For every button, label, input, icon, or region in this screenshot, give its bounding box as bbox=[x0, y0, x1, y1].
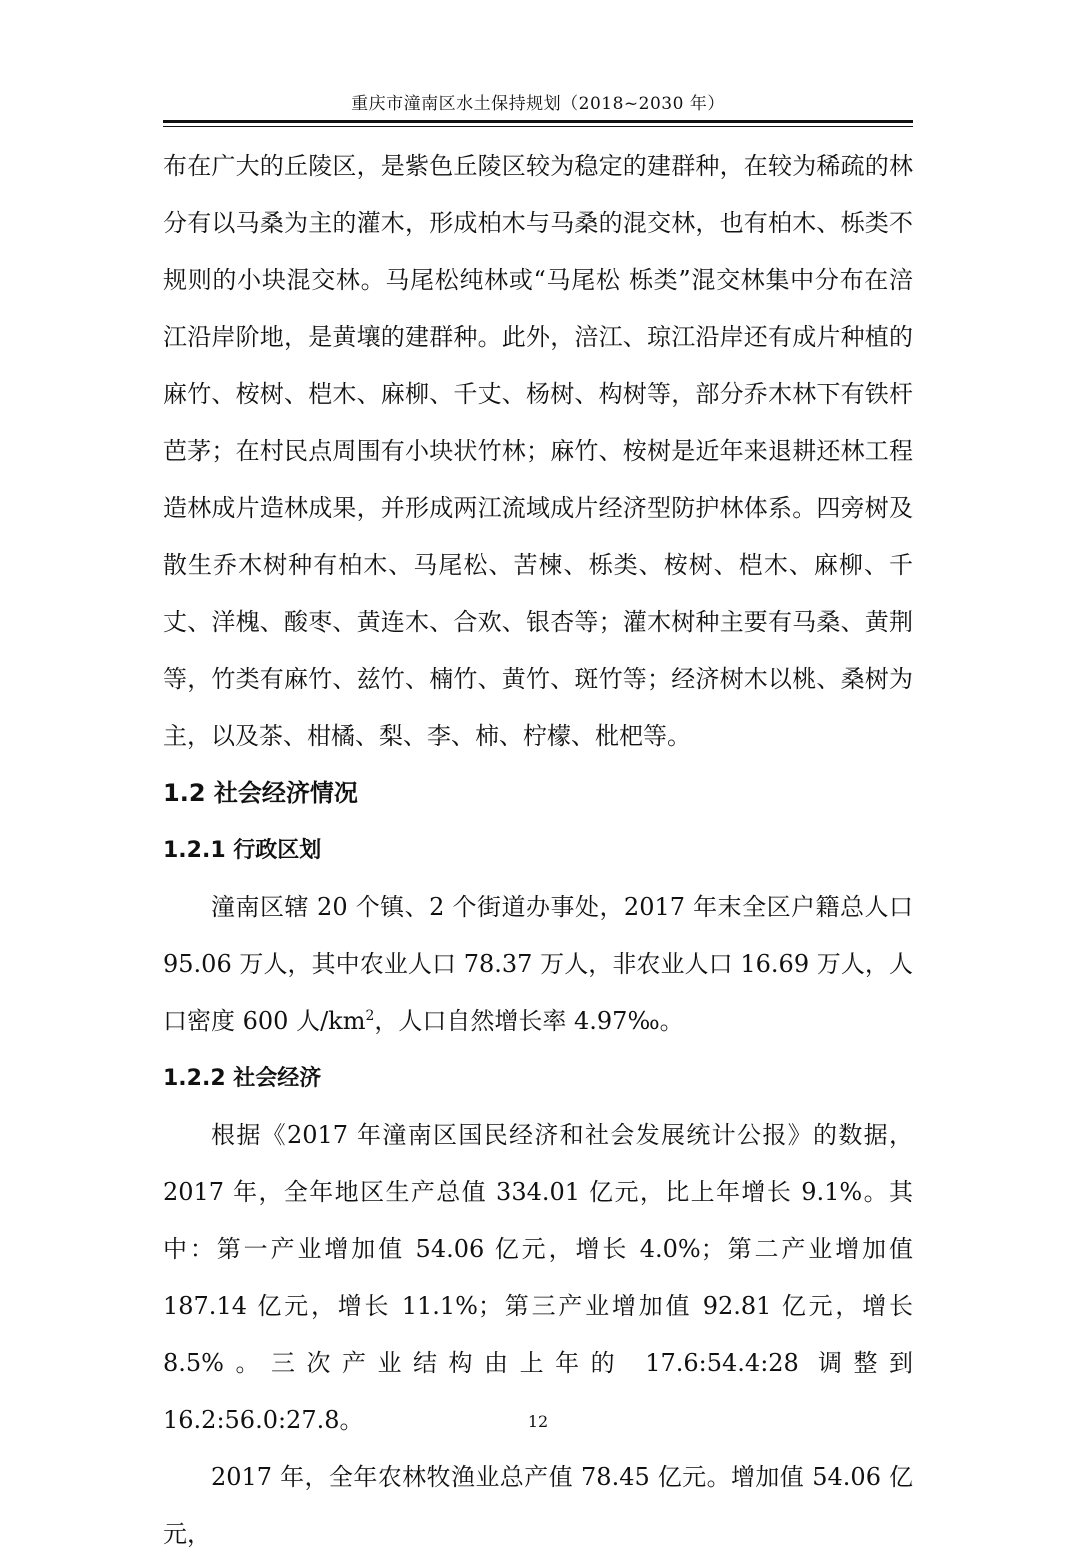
paragraph-economy-1: 根据《2017 年潼南区国民经济和社会发展统计公报》的数据，2017 年，全年地区生产总值 334.01 亿元，比上年增长 9.1%。其中：第一产业增加值 54.06 亿元，增长 4.0%；第二产业增加值 187.14 亿元，增长 11.1%；第三产业增加值 92.81 亿元，增长 8.5%。三次产业结构由上年的 17.6:54.4:28 调整到 16.2:56.0:27.8。 bbox=[163, 1121, 913, 1434]
paragraph-vegetation: 布在广大的丘陵区，是紫色丘陵区较为稳定的建群种，在较为稀疏的林分有以马桑为主的灌木，形成柏木与马桑的混交林，也有柏木、栎类不规则的小块混交林。马尾松纯林或“马尾松 栎类”混交林集中分布在涪江沿岸阶地，是黄壤的建群种。此外，涪江、琼江沿岸还有成片种植的麻竹、桉树、桤木、麻柳、千丈、杨树、构树等，部分乔木林下有铁杆芭茅；在村民点周围有小块状竹林；麻竹、桉树是近年来退耕还林工程造林成片造林成果，并形成两江流域成片经济型防护林体系。四旁树及散生乔木树种有柏木、马尾松、苦楝、栎类、桉树、桤木、麻柳、千丈、洋槐、酸枣、黄连木、合欢、银杏等；灌木树种主要有马桑、黄荆等，竹类有麻竹、兹竹、楠竹、黄竹、斑竹等；经济树木以桃、桑树为主，以及茶、柑橘、梨、李、柿、柠檬、枇杷等。 bbox=[163, 152, 913, 750]
paragraph-administrative bbox=[163, 879, 913, 1050]
header-rule-thin bbox=[163, 126, 913, 127]
paragraph-economy-2: 2017 年，全年农林牧渔业总产值 78.45 亿元。增加值 54.06 亿元， bbox=[163, 1463, 913, 1548]
paragraph-administrative-text-b: ，人口自然增长率 4.97‰。 bbox=[374, 1007, 684, 1035]
header-rule-thick bbox=[163, 120, 913, 123]
paragraph-administrative-text-a: 潼南区辖 20 个镇、2 个街道办事处，2017 年末全区户籍总人口 95.06 万人，其中农业人口 78.37 万人，非农业人口 16.69 万人，人口密度 600 人/km bbox=[163, 893, 913, 1035]
section-heading-1-2: 1.2 社会经济情况 bbox=[163, 779, 358, 807]
page-number: 12 bbox=[527, 1412, 549, 1431]
page-body bbox=[163, 138, 913, 1563]
superscript-2: 2 bbox=[365, 1008, 375, 1024]
section-heading-1-2-1: 1.2.1 行政区划 bbox=[163, 838, 322, 863]
section-heading-1-2-2: 1.2.2 社会经济 bbox=[163, 1066, 322, 1091]
page-header-title: 重庆市潼南区水土保持规划（2018~2030 年） bbox=[351, 94, 725, 114]
